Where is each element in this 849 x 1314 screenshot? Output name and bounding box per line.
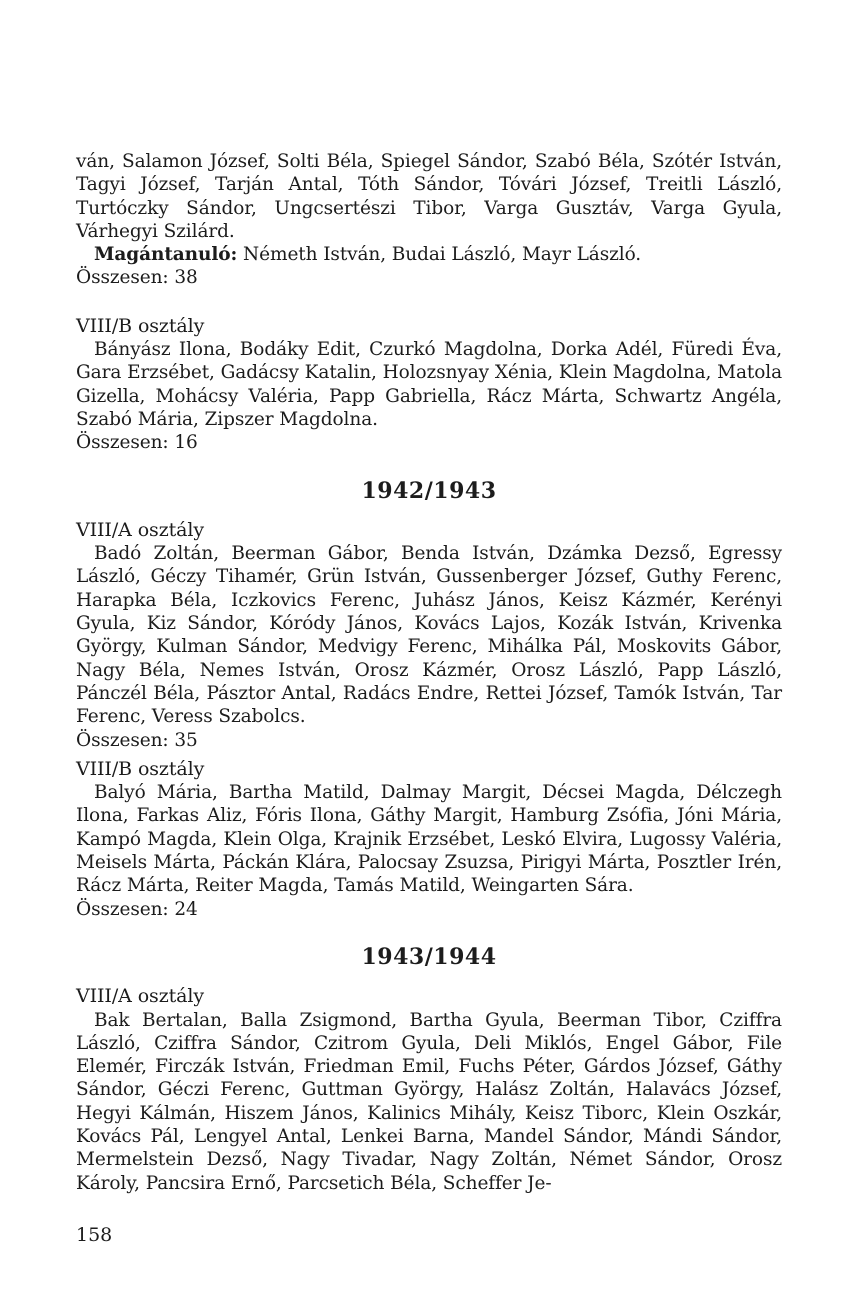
continued-class-list (76, 150, 782, 290)
class-total: Összesen: 24 (76, 898, 198, 920)
page-body (76, 150, 782, 1195)
school-year-heading: 1942/1943 (361, 477, 497, 504)
private-students-names: Németh István, Budai László, Mayr László. (237, 244, 642, 266)
private-students-label: Magántanuló: (94, 244, 238, 266)
class-list (76, 781, 782, 921)
private-students-line (76, 243, 782, 266)
class-names: Badó Zoltán, Beerman Gábor, Benda István, Dzámka Dezső, Egressy László, Géczy Tihamér, Grün István, Gussenberger József, Guthy Ferenc, Harapka Béla, Iczkovics Ferenc, Juhász János, Keisz Kázmér, Kerényi Gyula, Kiz Sándor, Kóródy János, Kovács Lajos, Kozák István, Krivenka György, Kulman Sándor, Medvigy Ferenc, Mihálka Pál, Moskovits Gábor, Nagy Béla, Nemes István, Orosz Kázmér, Orosz László, Papp László, Pánczél Béla, Pásztor Antal, Radács Endre, Rettei József, Tamók István, Tar Ferenc, Veress Szabolcs. (76, 543, 782, 728)
class-names: Bányász Ilona, Bodáky Edit, Czurkó Magdolna, Dorka Adél, Füredi Éva, Gara Erzsébet, Gadácsy Katalin, Holozsnyay Xénia, Klein Magdolna, Matola Gizella, Mohácsy Valéria, Papp Gabriella, Rácz Márta, Schwartz Angéla, Szabó Mária, Zipszer Magdolna. (76, 339, 782, 430)
class-names: Balyó Mária, Bartha Matild, Dalmay Margit, Décsei Magda, Délczegh Ilona, Farkas Aliz, Fóris Ilona, Gáthy Margit, Hamburg Zsófia, Jóni Mária, Kampó Magda, Klein Olga, Krajnik Erzsébet, Leskó Elvira, Lugossy Valéria, Meisels Márta, Páckán Klára, Palocsay Zsuzsa, Pirigyi Márta, Posztler Irén, Rácz Márta, Reiter Magda, Tamás Matild, Weingarten Sára. (76, 782, 782, 897)
school-year-heading: 1943/1944 (361, 943, 497, 970)
class-heading: VIII/A osztály (76, 985, 204, 1008)
class-heading: VIII/A osztály (76, 518, 204, 541)
class-list (76, 338, 782, 454)
class-total: Összesen: 16 (76, 432, 198, 454)
class-names: Bak Bertalan, Balla Zsigmond, Bartha Gyula, Beerman Tibor, Cziffra László, Cziffra Sándor, Czitrom Gyula, Deli Miklós, Engel Gábor, File Elemér, Firczák István, Friedman Emil, Fuchs Péter, Gárdos József, Gáthy Sándor, Géczi Ferenc, Guttman György, Halász Zoltán, Halavács József, Hegyi Kálmán, Hiszem János, Kalinics Mihály, Keisz Tiborc, Klein Oszkár, Kovács Pál, Lengyel Antal, Lenkei Barna, Mandel Sándor, Mándi Sándor, Mermelstein Dezső, Nagy Tivadar, Nagy Zoltán, Német Sándor, Orosz Károly, Pancsira Ernő, Parcsetich Béla, Scheffer Je- (76, 1009, 782, 1194)
class-list (76, 1009, 782, 1195)
class-list (76, 542, 782, 752)
class-total: Összesen: 35 (76, 729, 198, 751)
class-heading: VIII/B osztály (76, 314, 205, 337)
class-total: Összesen: 38 (76, 267, 198, 289)
page-number: 158 (76, 1224, 113, 1246)
class-heading: VIII/B osztály (76, 757, 205, 780)
continued-names: ván, Salamon József, Solti Béla, Spiegel Sándor, Szabó Béla, Szótér István, Tagyi József, Tarján Antal, Tóth Sándor, Tóvári József, Treitli László, Turtóczky Sándor, Ungcsertészi Tibor, Varga Gusztáv, Varga Gyula, Várhegyi Szilárd. (76, 151, 782, 242)
